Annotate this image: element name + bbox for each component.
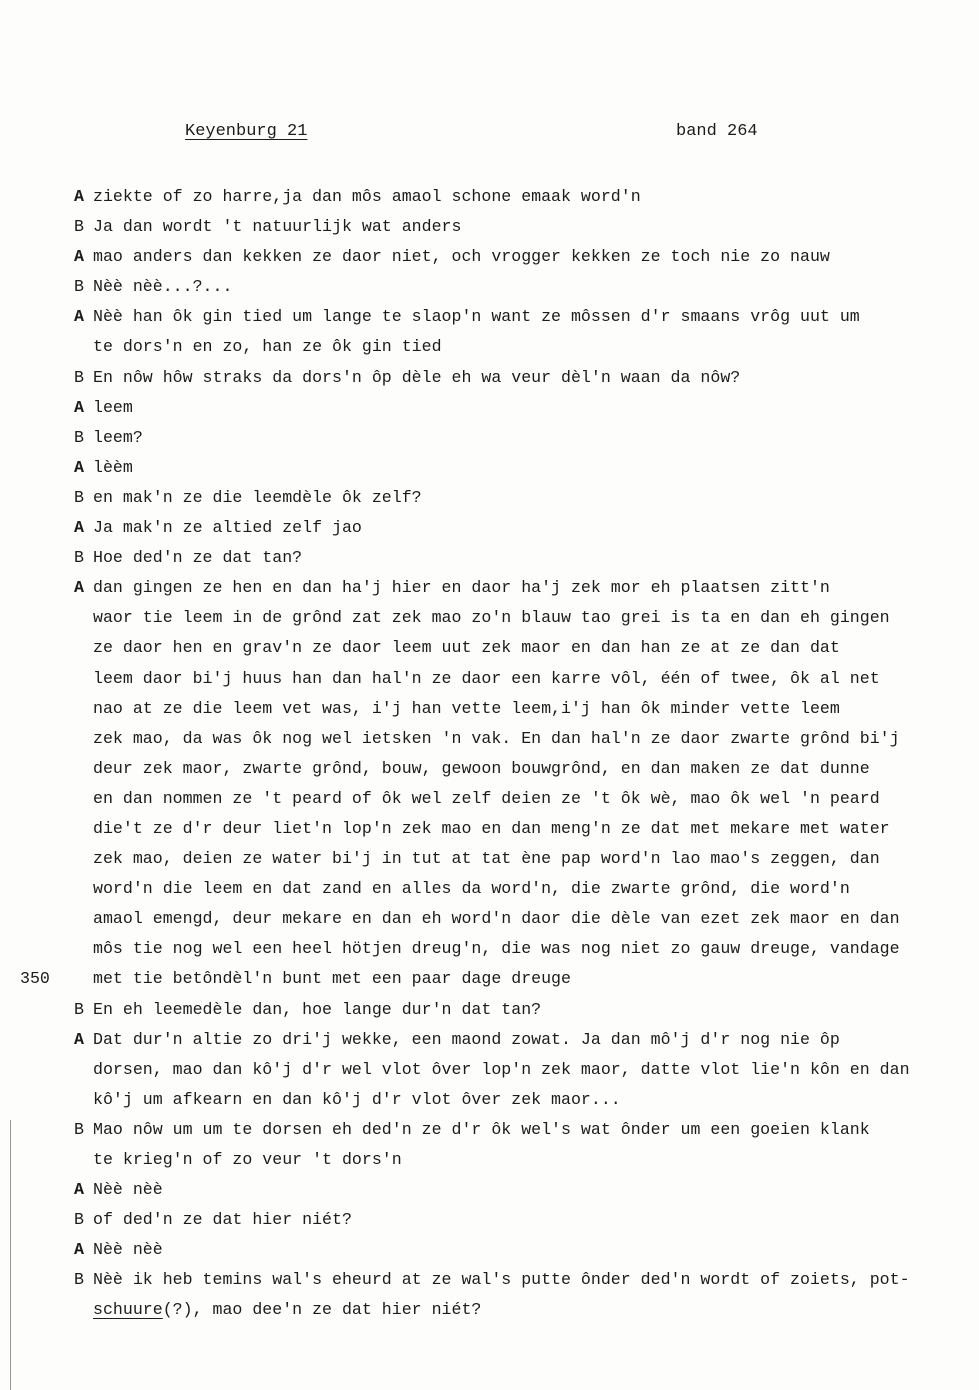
- transcript-line: [74, 1115, 934, 1145]
- line-text: mao anders dan kekken ze daor niet, och vrogger kekken ze toch nie zo nauw: [93, 247, 830, 267]
- transcript-line: [74, 272, 934, 302]
- transcript-line: [74, 1175, 934, 1205]
- transcript-line: [74, 664, 934, 694]
- line-text: Nèè ik heb temins wal's eheurd at ze wal's putte ônder ded'n wordt of zoiets, pot-: [93, 1270, 910, 1290]
- line-text: of ded'n ze dat hier niét?: [93, 1210, 352, 1230]
- transcript-line: [74, 844, 934, 874]
- tape-number: band 264: [676, 122, 758, 141]
- transcript-line: [74, 754, 934, 784]
- transcript-line: [74, 573, 934, 603]
- line-text: nao at ze die leem vet was, i'j han vette leem,i'j han ôk minder vette leem: [93, 698, 840, 718]
- line-text: kô'j um afkearn en dan kô'j d'r vlot ôver zek maor...: [93, 1089, 621, 1109]
- line-text: en dan nommen ze 't peard of ôk wel zelf deien ze 't ôk wè, mao ôk wel 'n peard: [93, 788, 880, 808]
- line-text: lèèm: [93, 457, 133, 477]
- transcript-line: [74, 874, 934, 904]
- speaker-label: A: [74, 578, 84, 598]
- line-text: te krieg'n of zo veur 't dors'n: [93, 1150, 402, 1169]
- speaker-label: A: [74, 518, 84, 538]
- transcript-line: [74, 513, 934, 543]
- transcript-line: [74, 1025, 934, 1055]
- speaker-label: B: [74, 548, 84, 568]
- speaker-label: A: [74, 247, 84, 267]
- transcript-line: [74, 1085, 934, 1115]
- line-text: Dat dur'n altie zo dri'j wekke, een maond zowat. Ja dan mô'j d'r nog nie ôp: [93, 1029, 840, 1049]
- location-title: Keyenburg 21: [185, 122, 308, 141]
- transcript-line: [74, 724, 934, 754]
- page-header: [185, 122, 919, 148]
- speaker-label: A: [74, 397, 84, 417]
- transcript-line: [74, 483, 934, 513]
- line-text: leem daor bi'j huus han dan hal'n ze daor een karre vôl, één of twee, ôk al net: [93, 668, 880, 688]
- transcript-line: [74, 633, 934, 663]
- line-text: deur zek maor, zwarte grônd, bouw, gewoon bouwgrônd, en dan maken ze dat dunne: [93, 758, 870, 778]
- margin-rule: [10, 1120, 11, 1390]
- line-text: môs tie nog wel een heel hötjen dreug'n, die was nog niet zo gauw dreuge, vandage: [93, 939, 900, 959]
- line-text: zek mao, da was ôk nog wel ietsken 'n vak. En dan hal'n ze daor zwarte grônd bi'j: [93, 728, 900, 748]
- transcript-line: [74, 363, 934, 393]
- transcript-line: [74, 995, 934, 1025]
- line-text: zek mao, deien ze water bi'j in tut at tat ène pap word'n lao mao's zeggen, dan: [93, 849, 880, 869]
- transcript-line: [74, 934, 934, 964]
- line-text: en mak'n ze die leemdèle ôk zelf?: [93, 487, 422, 507]
- margin-counter: 350: [20, 969, 50, 989]
- transcript-line: [74, 332, 934, 362]
- speaker-label: A: [74, 457, 84, 477]
- transcript-line: [74, 453, 934, 483]
- line-text: word'n die leem en dat zand en alles da word'n, die zwarte grônd, die word'n: [93, 879, 850, 899]
- speaker-label: B: [74, 277, 84, 297]
- transcript-line: [74, 694, 934, 724]
- speaker-label: B: [74, 1270, 84, 1290]
- line-text: leem: [93, 397, 133, 417]
- transcript-line: [74, 1295, 934, 1325]
- speaker-label: B: [74, 427, 84, 447]
- transcript-line: [74, 212, 934, 242]
- line-text: Ja dan wordt 't natuurlijk wat anders: [93, 217, 462, 237]
- speaker-label: B: [74, 367, 84, 387]
- transcript-line: [74, 904, 934, 934]
- line-text: Nèè nèè...?...: [93, 277, 233, 297]
- transcript-line: [74, 1265, 934, 1295]
- speaker-label: A: [74, 1029, 84, 1049]
- line-text: dorsen, mao dan kô'j d'r wel vlot ôver lop'n zek maor, datte vlot lie'n kôn en dan: [93, 1059, 910, 1079]
- transcript-body: [20, 182, 934, 1326]
- speaker-label: A: [74, 307, 84, 327]
- speaker-label: B: [74, 217, 84, 237]
- line-text: ziekte of zo harre,ja dan môs amaol schone emaak word'n: [93, 187, 641, 206]
- transcript-line: [74, 182, 934, 212]
- speaker-label: B: [74, 487, 84, 507]
- speaker-label: A: [74, 1240, 84, 1260]
- line-text: ze daor hen en grav'n ze daor leem uut zek maor en dan han ze at ze dan dat: [93, 638, 840, 658]
- line-text: Nèè han ôk gin tied um lange te slaop'n want ze môssen d'r smaans vrôg uut um: [93, 307, 860, 327]
- transcript-line: [74, 393, 934, 423]
- line-text: dan gingen ze hen en dan ha'j hier en daor ha'j zek mor eh plaatsen zitt'n: [93, 578, 830, 598]
- transcript-line: [74, 784, 934, 814]
- transcript-line: [74, 543, 934, 573]
- speaker-label: B: [74, 999, 84, 1019]
- line-text: die't ze d'r deur liet'n lop'n zek mao en dan meng'n ze dat met mekare met water: [93, 818, 890, 838]
- line-text: Ja mak'n ze altied zelf jao: [93, 518, 362, 538]
- transcript-line: [20, 964, 934, 994]
- line-text: En eh leemedèle dan, hoe lange dur'n dat tan?: [93, 999, 542, 1019]
- transcript-line: [74, 1145, 934, 1175]
- line-text: leem?: [93, 427, 143, 447]
- line-text: te dors'n en zo, han ze ôk gin tied: [93, 337, 442, 357]
- line-text: schuure(?), mao dee'n ze dat hier niét?: [93, 1300, 482, 1320]
- transcript-line: [74, 302, 934, 332]
- speaker-label: B: [74, 1119, 84, 1139]
- line-text: En nôw hôw straks da dors'n ôp dèle eh wa veur dèl'n waan da nôw?: [93, 367, 741, 387]
- line-text: Nèè nèè: [93, 1180, 163, 1200]
- transcript-line: [74, 603, 934, 633]
- line-text: Hoe ded'n ze dat tan?: [93, 548, 303, 568]
- speaker-label: B: [74, 1210, 84, 1230]
- line-text: Nèè nèè: [93, 1240, 163, 1260]
- transcript-line: [74, 814, 934, 844]
- speaker-label: A: [74, 187, 84, 206]
- line-text: Mao nôw um um te dorsen eh ded'n ze d'r ôk wel's wat ônder um een goeien klank: [93, 1119, 870, 1139]
- transcript-line: [74, 423, 934, 453]
- line-text: amaol emengd, deur mekare en dan eh word'n daor die dèle van ezet zek maor en dan: [93, 909, 900, 929]
- transcript-line: [74, 1235, 934, 1265]
- transcript-line: [74, 1055, 934, 1085]
- transcript-line: [74, 1205, 934, 1235]
- speaker-label: A: [74, 1180, 84, 1200]
- transcript-line: [74, 242, 934, 272]
- line-text: met tie betôndèl'n bunt met een paar dage dreuge: [93, 969, 571, 989]
- line-text: waor tie leem in de grônd zat zek mao zo'n blauw tao grei is ta en dan eh gingen: [93, 608, 890, 628]
